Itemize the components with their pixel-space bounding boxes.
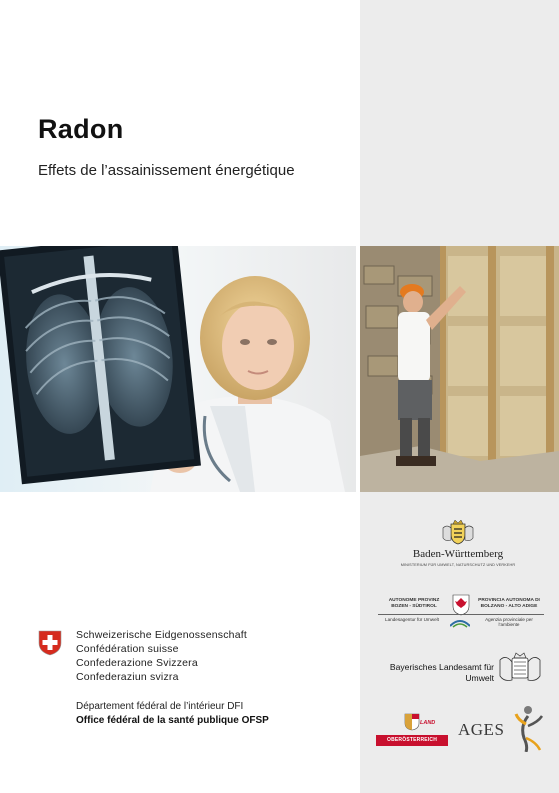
insulation-worker-photo [360,246,559,492]
confederation-line-rm: Confederaziun svizra [76,671,179,683]
bavarian-office-name [372,662,494,684]
baden-wuerttemberg-crest-icon [441,520,475,546]
ooe-land-label: LAND [420,720,436,726]
document-title: Radon [38,114,124,144]
office-name: Office fédéral de la santé publique OFSP [76,715,269,726]
department-name: Département fédéral de l’intérieur DFI [76,701,244,712]
bavarian-environment-office-logo [372,650,544,690]
baden-wuerttemberg-name: Baden-Württemberg [412,548,504,560]
bolzano-de-title: AUTONOME PROVINZ BOZEN - SÜDTIROL [388,598,440,609]
bolzano-it-title: PROVINCIA AUTONOMA DI BOLZANO - ALTO ADIGE [478,598,540,609]
bolzano-province-logo [376,594,546,638]
ages-name: AGES [458,720,505,739]
ooe-name-label: OBERÖSTERREICH [376,735,448,746]
confederation-line-it: Confederazione Svizzera [76,657,198,669]
confederation-line-fr: Confédération suisse [76,643,179,655]
bolzano-de-agency: Landesagentur für Umwelt [385,617,439,622]
baden-wuerttemberg-ministry: MINISTERIUM FÜR UMWELT, NATURSCHUTZ UND VERKEHR [400,563,516,567]
bolzano-eagle-crest-icon [452,594,470,616]
doctor-xray-photo [0,246,356,492]
bolzano-it-agency: Agenzia provinciale per l’ambiente [485,617,533,628]
oberoesterreich-crest-icon [404,713,420,731]
document-subtitle: Effets de l’assainissement énergétique [38,162,295,179]
bavarian-crest-icon [498,652,542,686]
bavarian-office-line2: Umwelt [465,673,494,683]
confederation-names [76,628,247,684]
swiss-coat-of-arms-icon [38,630,62,656]
baden-wuerttemberg-logo [388,520,528,570]
ages-logo [456,702,546,752]
ages-figure-icon [514,704,544,752]
bavarian-office-line1: Bayerisches Landesamt für [389,662,494,672]
confederation-line-de: Schweizerische Eidgenossenschaft [76,629,247,641]
land-oberoesterreich-logo [376,712,448,750]
environment-agency-icon [450,618,470,628]
